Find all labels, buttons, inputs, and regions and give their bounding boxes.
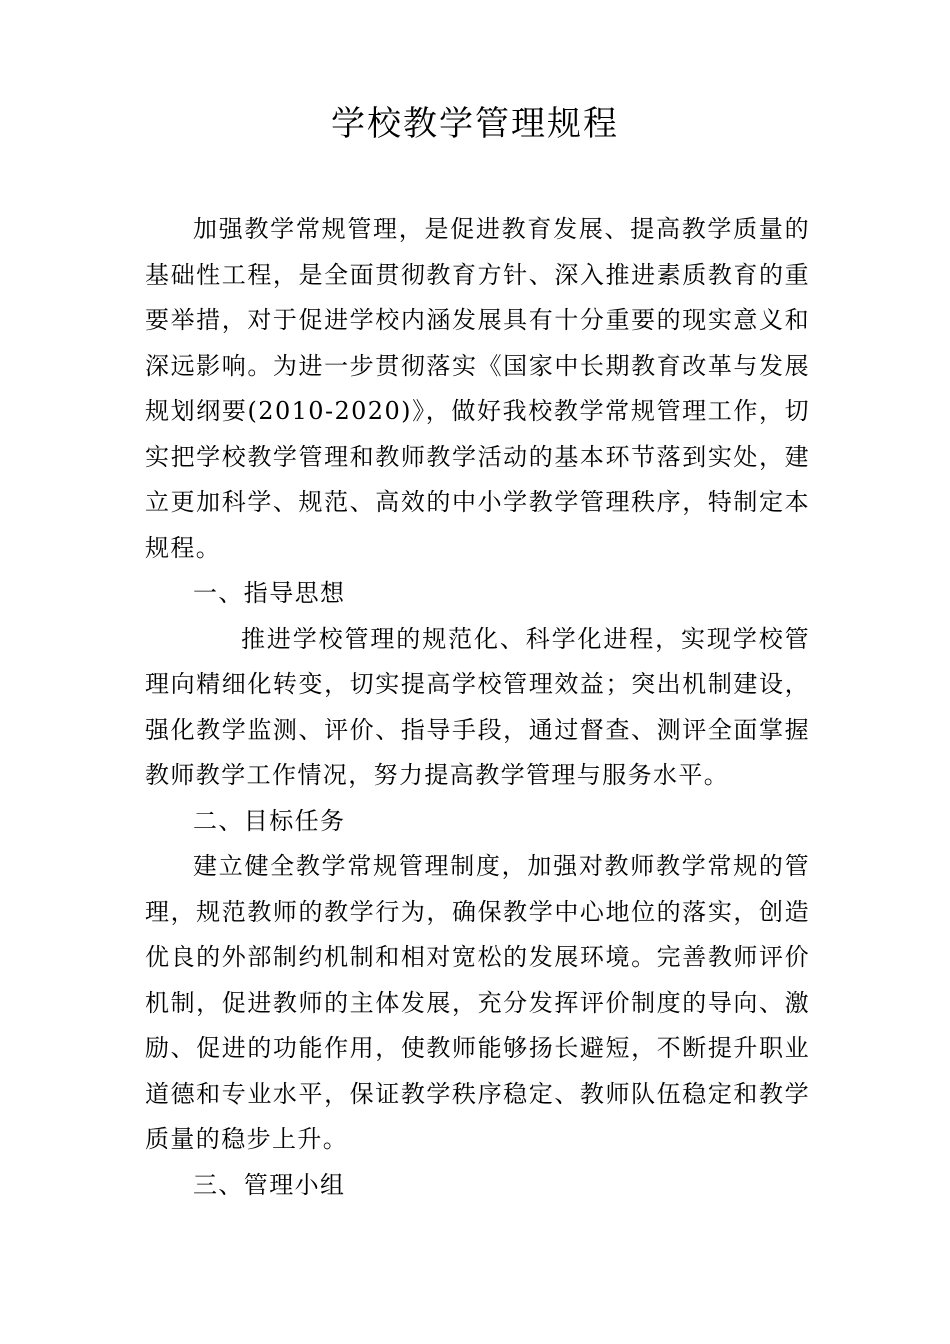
- goals-tasks-paragraph: 建立健全教学常规管理制度，加强对教师教学常规的管理，规范教师的教学行为，确保教学中心地位的落实，创造优良的外部制约机制和相对宽松的发展环境。完善教师评价机制，促进教师的主体发展，充分发挥评价制度的导向、激励、促进的功能作用，使教师能够扬长避短，不断提升职业道德和专业水平，保证教学秩序稳定、教师队伍稳定和教学质量的稳步上升。: [145, 852, 810, 1153]
- section-heading-goals-tasks: 二、目标任务: [193, 806, 346, 835]
- intro-paragraph: 加强教学常规管理，是促进教育发展、提高教学质量的基础性工程，是全面贯彻教育方针、深入推进素质教育的重要举措，对于促进学校内涵发展具有十分重要的现实意义和深远影响。为进一步贯彻落实《国家中长期教育改革与发展规划纲要(2010-2020)》，做好我校教学常规管理工作，切实把学校教学管理和教师教学活动的基本环节落到实处，建立更加科学、规范、高效的中小学教学管理秩序，特制定本规程。: [145, 215, 810, 562]
- guiding-ideology-paragraph: 推进学校管理的规范化、科学化进程，实现学校管理向精细化转变，切实提高学校管理效益；突出机制建设，强化教学监测、评价、指导手段，通过督查、测评全面掌握教师教学工作情况，努力提高教学管理与服务水平。: [145, 624, 810, 789]
- document-title: 学校教学管理规程: [331, 104, 619, 144]
- document-body: [145, 207, 810, 1208]
- section-heading-management-group: 三、管理小组: [193, 1170, 346, 1199]
- section-heading-guiding-ideology: 一、指导思想: [193, 579, 346, 607]
